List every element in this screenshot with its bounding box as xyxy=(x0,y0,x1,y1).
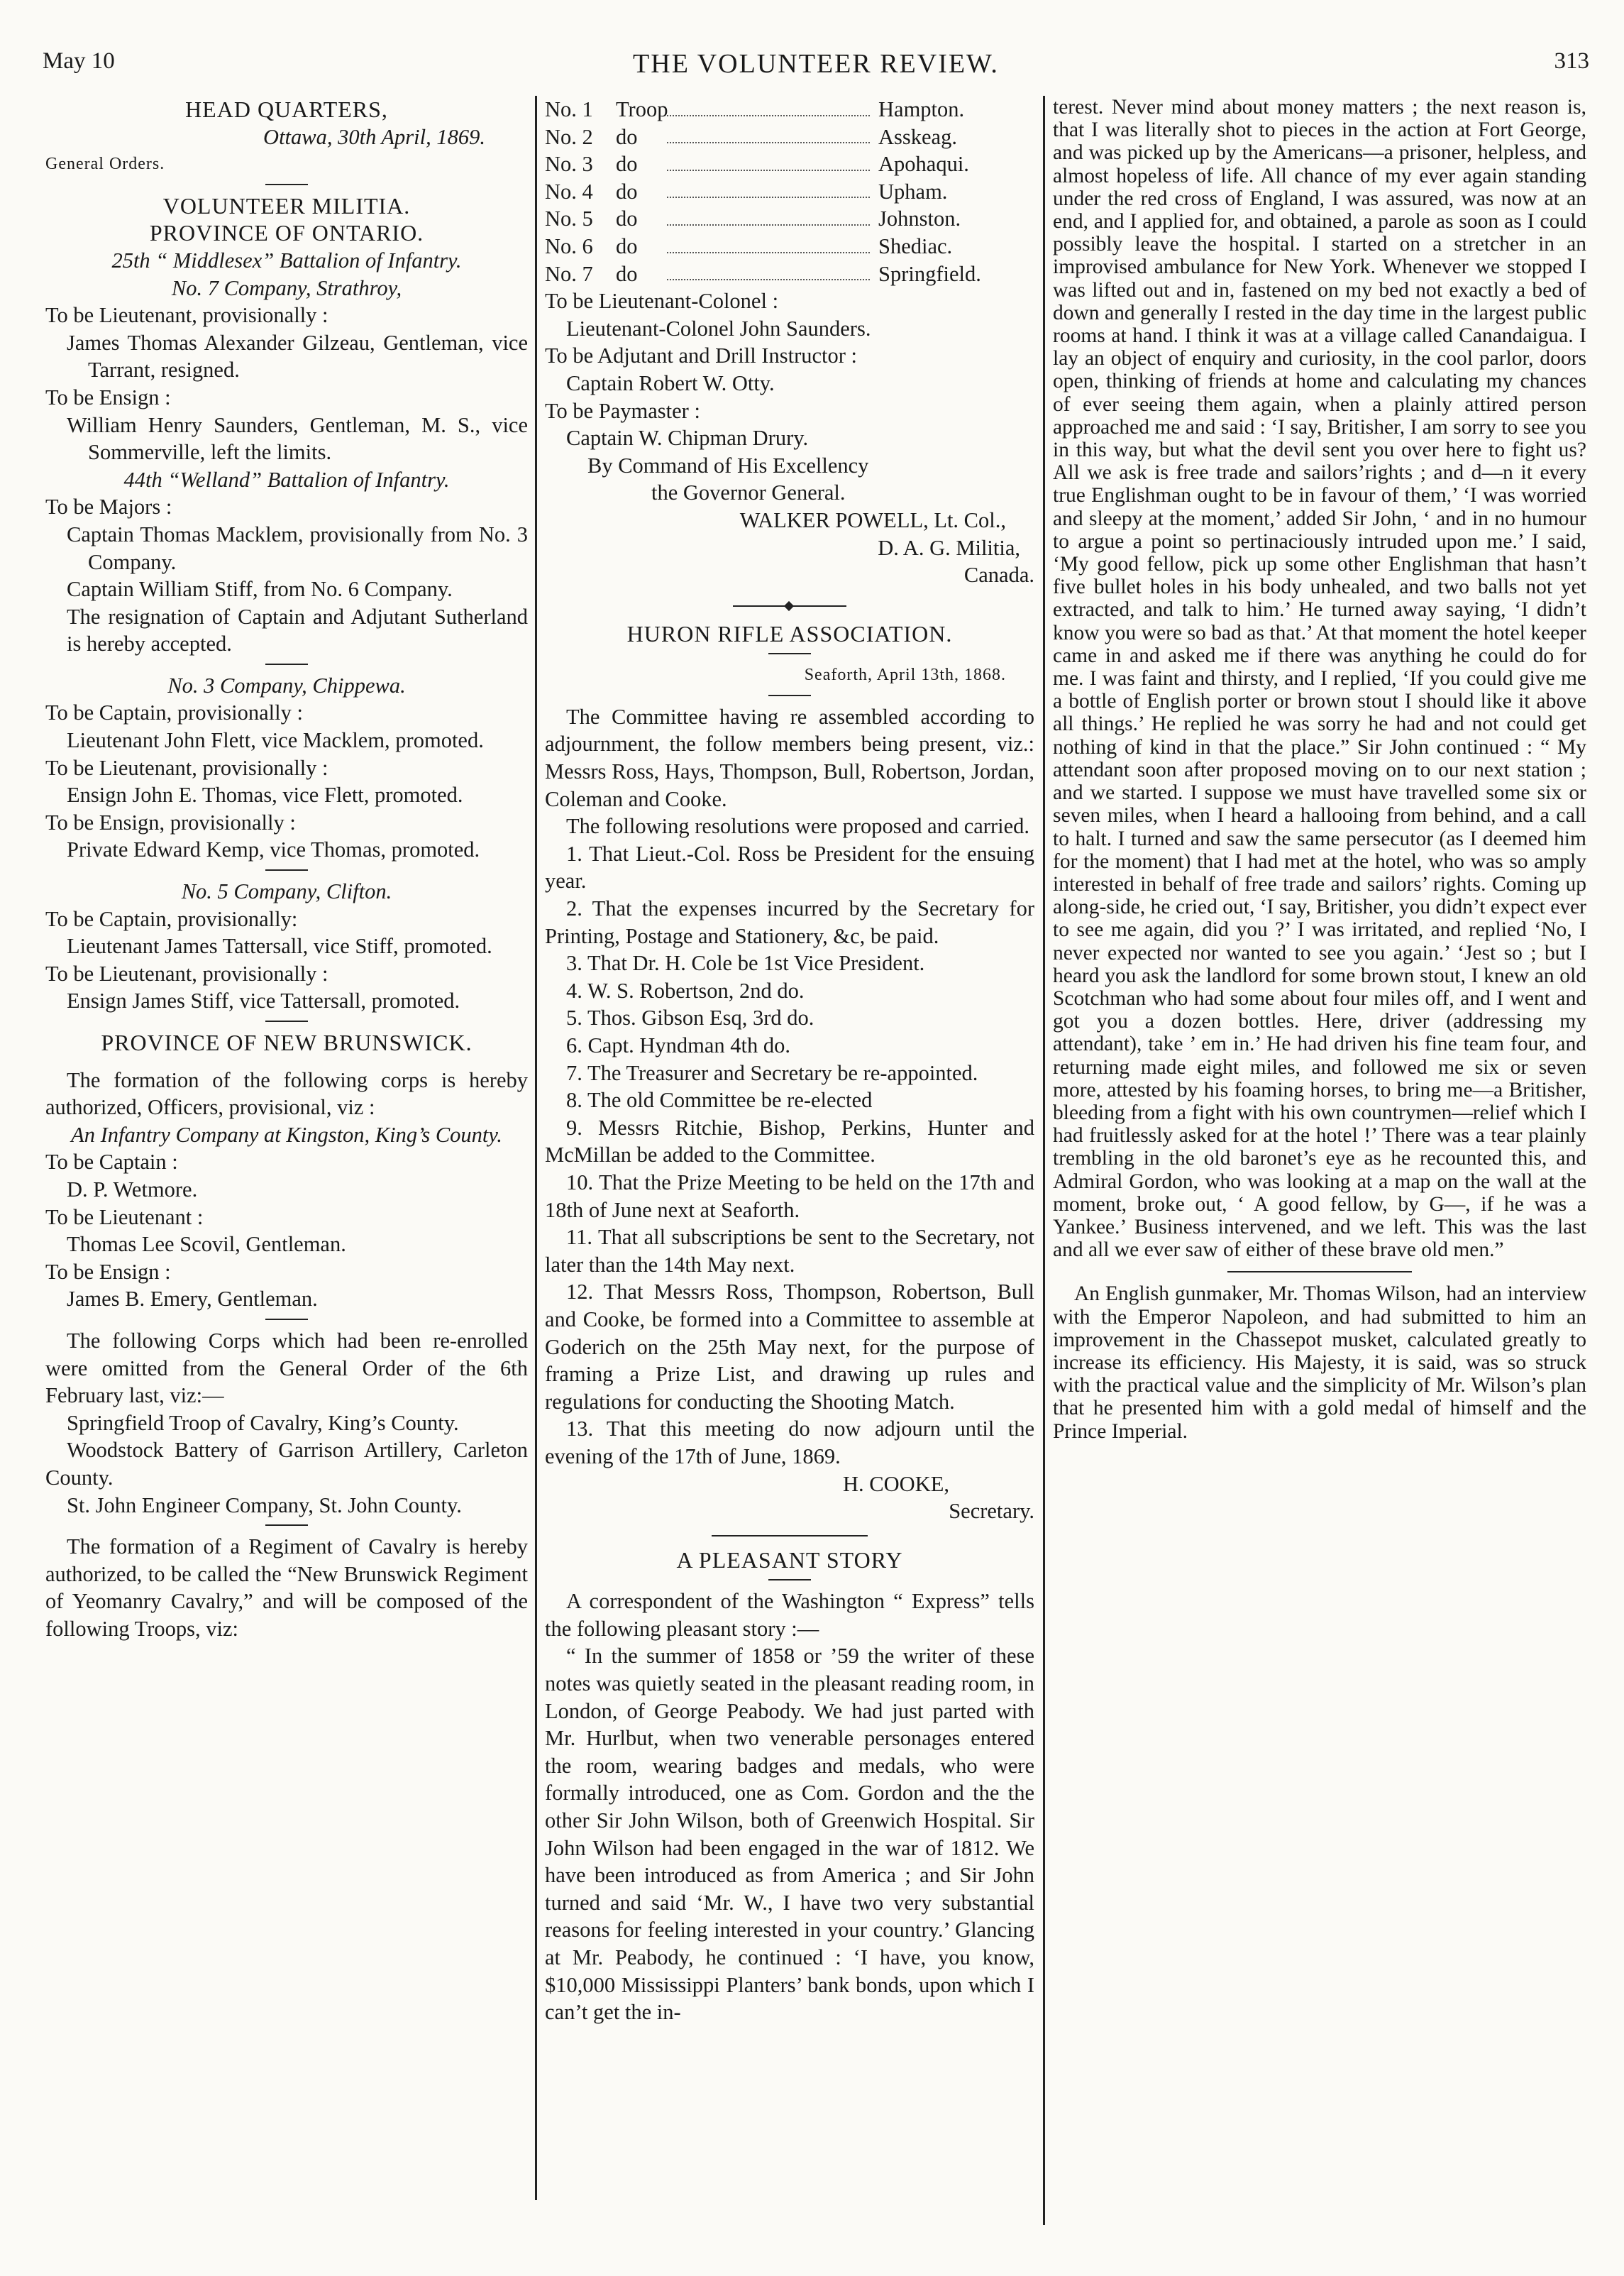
company-heading: No. 5 Company, Clifton. xyxy=(181,879,392,904)
separator-rule xyxy=(265,1524,308,1526)
order-line: Thomas Lee Scovil, Gentleman. xyxy=(67,1232,346,1257)
order-line: Captain Robert W. Otty. xyxy=(566,370,775,395)
separator-rule xyxy=(265,869,308,871)
article-paragraph: terest. Never mind about money matters ; the next reason is, that I was literally shot to pieces in the action at Fort George, and was picked up by the Americans—a prisoner, helpless, and almost hopeless of life. All chance of my ever again standing under the red cross of England, I was assured, was now at an end, and I applied for, and obtained, a parole as soon as I could possibly leave the hospital. I started on a stretcher in an improvised ambulance for New York. Whenever we stopped I was lifted out and in, fastened on my bed not exactly a bed of down and generally I rested in the day time in the largest public rooms at hand. I think it was at a village called Canandaigua. I lay an object of enquiry and curiosity, in the cool parlor, doors open, thinking of friends at home and calculating my chances of ever seeing them again, when a plainly attired person approached me and said : ‘I say, Britisher, I am sorry to see you in this way, but what the devil sent you over here to fight us? All we ask is free trade and sailors’rights ; and d—n it every true Englishman ought to be in favour of them,’ ‘I was worried and sleepy at the moment,’ added Sir John, ‘ and in no humour to argue a point so pertinaciously intruded upon me.’ I said, ‘My good fellow, pick up some other Englishman that hasn’t five bullet holes in his body unhealed, and two balls not yet extracted, and talk to him.’ He turned away saying, ‘I didn’t know you were so bad as that.’ At that moment the hotel keeper came in and asked me if there was anything he could do for me. I was faint and thirsty, and I replied, ‘If you could give me a bottle of English porter or brown stout I should like it above all things.’ He replied he was sorry he had and not could get nothing of kind in that the place.” Sir John continued : “ My attendant soon after proposed moving on to our next station ; and we started. I suppose we must have travelled some six or seven miles, when I heard a hallooing from behind, and a call to halt. I turned and saw the same persecutor (as I deemed him for the moment) that I had met at the hotel, who was so amply interested in behalf of free trade and sailors’ rights. Coming up along-side, he cried out, ‘I say, Britisher, you didn’t expect ever to see me again, did you ?’ I was irritated, and replied ‘No, I never expected nor wanted to see you again.’ ‘Jest so ; but I heard you ask the landlord for some brown stout, I knew an old Scotchman who had some about four miles off, and I went and got you a dozen bottles. Here, driver (addressing my attendant), take ’ em in.’ He had driven his fine team four, and returning made eight miles, and followed me six or seven more, attested by his foaming horses, to bring me—a Britisher, bleeding from a fight with his own countrymen—relief which I had fruitlessly asked for at the hotel !’ There was a tear plainly trembling in the old baronet’s eye as he recounted this, and Admiral Gordon, who was looking at a map on the wall at the moment, broke out, ‘ A good fellow, by G—, if he was a Yankee.’ Business intervened, and we left. This was the last and all we ever saw of either of these brave old men.” xyxy=(1053,96,1586,1262)
article-headline: HURON RIFLE ASSOCIATION. xyxy=(626,620,953,647)
dateline: Seaforth, April 13th, 1868. xyxy=(804,666,1006,685)
order-line: William Henry Saunders, Gentleman, M. S., vice Sommerville, left the limits. xyxy=(67,412,528,465)
list-item: No. 6 do Shediac. xyxy=(545,233,953,258)
order-line: To be Captain, provisionally : xyxy=(45,700,303,725)
list-item: No. 5 do Johnston. xyxy=(545,207,961,231)
order-line: James B. Emery, Gentleman. xyxy=(67,1287,318,1312)
order-line: To be Captain, provisionally: xyxy=(45,906,298,931)
article-headline: A PLEASANT STORY xyxy=(676,1546,903,1573)
order-line: To be Majors : xyxy=(45,495,172,519)
column-divider xyxy=(1043,96,1045,2225)
order-paragraph: St. John Engineer Company, St. John County. xyxy=(67,1492,462,1517)
column-divider xyxy=(535,96,537,2200)
order-line: To be Lieutenant, provisionally : xyxy=(45,961,328,986)
hq-heading: HEAD QUARTERS, xyxy=(185,97,388,122)
order-line: To be Adjutant and Drill Instructor : xyxy=(545,343,858,368)
battalion-heading: 25th “ Middlesex” Battalion of Infantry. xyxy=(111,248,462,273)
column-3 xyxy=(1053,96,1586,1443)
dateline: Ottawa, 30th April, 1869. xyxy=(263,124,485,149)
separator-rule xyxy=(712,1535,868,1536)
orders-label: General Orders. xyxy=(45,155,165,174)
article-paragraph: “ In the summer of 1858 or ’59 the writer of these notes was quietly seated in the pleasant reading room, in London, of George Peabody. We had just parted with Mr. Hurlbut, when two venerable personages entered the room, wearing badges and medals, who were formally introduced, one as Com. Gordon and the the other Sir John Wilson, both of Greenwich Hospital. Sir John Wilson had been engaged in the war of 1812. We have been introduced as from America ; and Sir John turned and said ‘Mr. W., I have two very substantial reasons for feeling interested in your country.’ Glancing at Mr. Peabody, he continued : ‘I have, you know, $10,000 Mississippi Planters’ bank bonds, upon which I can’t get the in- xyxy=(545,1644,1034,2025)
order-line: James Thomas Alexander Gilzeau, Gentleman, vice Tarrant, resigned. xyxy=(67,330,528,383)
order-line: D. P. Wetmore. xyxy=(67,1177,198,1202)
separator-rule xyxy=(768,653,811,654)
signature-title: Canada. xyxy=(963,563,1034,588)
order-paragraph: The following Corps which had been re-enrolled were omitted from the General Order of the 6th February last, viz:— xyxy=(45,1328,528,1408)
resolution-item: 8. The old Committee be re-elected xyxy=(566,1088,873,1113)
order-line: To be Captain : xyxy=(45,1150,178,1175)
province-heading: PROVINCE OF ONTARIO. xyxy=(149,220,424,246)
order-line: Captain Thomas Macklem, provisionally from No. 3 Company. xyxy=(67,522,528,574)
ornamental-rule xyxy=(733,602,846,610)
masthead xyxy=(43,35,1589,92)
article-paragraph: The Committee having re assembled according to adjournment, the follow members being present, viz.: Messrs Ross, Hays, Thompson, Bull, Robertson, Jordan, Coleman and Cooke. xyxy=(545,704,1034,811)
separator-rule xyxy=(768,1579,811,1580)
signature-name: WALKER POWELL, Lt. Col., xyxy=(739,507,1006,532)
company-heading: No. 7 Company, Strathroy, xyxy=(171,275,402,300)
list-item: No. 3 do Apohaqui. xyxy=(545,152,969,177)
company-heading: No. 3 Company, Chippewa. xyxy=(167,673,406,698)
column-1 xyxy=(45,96,528,1642)
resolution-item: 1. That Lieut.-Col. Ross be President for the ensuing year. xyxy=(545,841,1034,894)
order-line: To be Lieutenant : xyxy=(45,1204,204,1229)
order-line: Lieutenant James Tattersall, vice Stiff, promoted. xyxy=(67,934,492,959)
resolution-item: 10. That the Prize Meeting to be held on the 17th and 18th of June next at Seaforth. xyxy=(545,1170,1034,1222)
company-heading: An Infantry Company at Kingston, King’s County. xyxy=(71,1122,502,1147)
order-line: To be Ensign : xyxy=(45,385,171,409)
separator-rule xyxy=(265,664,308,665)
resolution-item: 7. The Treasurer and Secretary be re-appointed. xyxy=(566,1060,978,1085)
order-paragraph: The resignation of Captain and Adjutant Sutherland is hereby accepted. xyxy=(67,604,528,656)
order-line: Ensign James Stiff, vice Tattersall, promoted. xyxy=(67,989,460,1013)
resolution-item: 13. That this meeting do now adjourn until the evening of the 17th of June, 1869. xyxy=(545,1417,1034,1468)
newspaper-title: THE VOLUNTEER REVIEW. xyxy=(633,49,999,79)
order-paragraph: Woodstock Battery of Garrison Artillery, Carleton County. xyxy=(45,1438,528,1490)
separator-rule xyxy=(768,695,811,696)
page-number: 313 xyxy=(1554,48,1589,74)
order-paragraph: The formation of the following corps is hereby authorized, Officers, provisional, viz : xyxy=(45,1067,528,1120)
order-line: To be Lieutenant, provisionally : xyxy=(45,303,328,328)
troop-list xyxy=(545,96,1034,287)
order-line: To be Paymaster : xyxy=(545,398,700,423)
signature-name: H. COOKE, xyxy=(843,1471,949,1496)
resolution-item: 4. W. S. Robertson, 2nd do. xyxy=(566,978,805,1003)
order-line: Lieutenant John Flett, vice Macklem, promoted. xyxy=(67,728,484,753)
order-line: Ensign John E. Thomas, vice Flett, promoted. xyxy=(67,783,463,808)
article-paragraph: A correspondent of the Washington “ Express” tells the following pleasant story :— xyxy=(545,1589,1034,1641)
section-heading: VOLUNTEER MILITIA. xyxy=(162,192,411,219)
order-line: To be Lieutenant-Colonel : xyxy=(545,289,779,314)
column-2 xyxy=(545,96,1034,2026)
separator-rule xyxy=(265,1319,308,1320)
separator-rule xyxy=(265,184,308,185)
list-item: No. 1 Troop Hampton. xyxy=(545,97,965,121)
list-item: No. 4 do Upham. xyxy=(545,179,948,204)
separator-rule xyxy=(1227,1271,1412,1272)
order-paragraph: Springfield Troop of Cavalry, King’s County. xyxy=(67,1410,459,1435)
order-line: To be Ensign : xyxy=(45,1259,171,1284)
resolution-item: 9. Messrs Ritchie, Bishop, Perkins, Hunter and McMillan be added to the Committee. xyxy=(545,1115,1034,1167)
order-line: To be Lieutenant, provisionally : xyxy=(45,755,328,780)
resolution-item: 12. That Messrs Ross, Thompson, Robertson, Bull and Cooke, be formed into a Committee to assemble at Goderich on the 25th May next, for the purpose of framing a Prize List, and drawing up rules and regulations for conducting the Shooting Match. xyxy=(545,1280,1034,1414)
separator-rule xyxy=(265,1021,308,1022)
list-item: No. 2 do Asskeag. xyxy=(545,124,957,149)
list-item: No. 7 do Springfield. xyxy=(545,261,981,286)
order-line: Captain W. Chipman Drury. xyxy=(566,426,809,451)
order-line: Captain William Stiff, from No. 6 Company. xyxy=(67,577,453,602)
resolution-item: 5. Thos. Gibson Esq, 3rd do. xyxy=(566,1006,814,1030)
resolution-item: 2. That the expenses incurred by the Secretary for Printing, Postage and Stationery, &c, be paid. xyxy=(545,896,1034,948)
signature-line: the Governor General. xyxy=(651,480,846,505)
resolution-item: 11. That all subscriptions be sent to the Secretary, not later than the 14th May next. xyxy=(545,1225,1034,1277)
signature-title: D. A. G. Militia, xyxy=(878,535,1020,560)
signature-line: By Command of His Excellency xyxy=(587,453,869,478)
province-heading: PROVINCE OF NEW BRUNSWICK. xyxy=(101,1030,473,1055)
article-paragraph: An English gunmaker, Mr. Thomas Wilson, had an interview with the Emperor Napoleon, and had submitted to him an improvement in the Chassepot musket, calculated greatly to increase its efficiency. His Majesty, it is said, was so struck with the practical value and the simplicity of Mr. Wilson’s plan that he presented him with a gold medal of himself and the Prince Imperial. xyxy=(1053,1282,1586,1443)
signature-title: Secretary. xyxy=(949,1499,1034,1524)
order-paragraph: The formation of a Regiment of Cavalry is hereby authorized, to be called the “New Brunswick Regiment of Yeomanry Cavalry,” and will be composed of the following Troops, viz: xyxy=(45,1534,528,1641)
order-line: To be Ensign, provisionally : xyxy=(45,810,296,835)
battalion-heading: 44th “Welland” Battalion of Infantry. xyxy=(123,467,450,492)
article-paragraph: The following resolutions were proposed and carried. xyxy=(566,814,1030,839)
order-line: Lieutenant-Colonel John Saunders. xyxy=(566,316,871,341)
issue-date: May 10 xyxy=(43,48,115,74)
order-line: Private Edward Kemp, vice Thomas, promoted. xyxy=(67,837,480,862)
resolution-item: 3. That Dr. H. Cole be 1st Vice President. xyxy=(566,951,925,976)
resolution-item: 6. Capt. Hyndman 4th do. xyxy=(566,1033,790,1057)
